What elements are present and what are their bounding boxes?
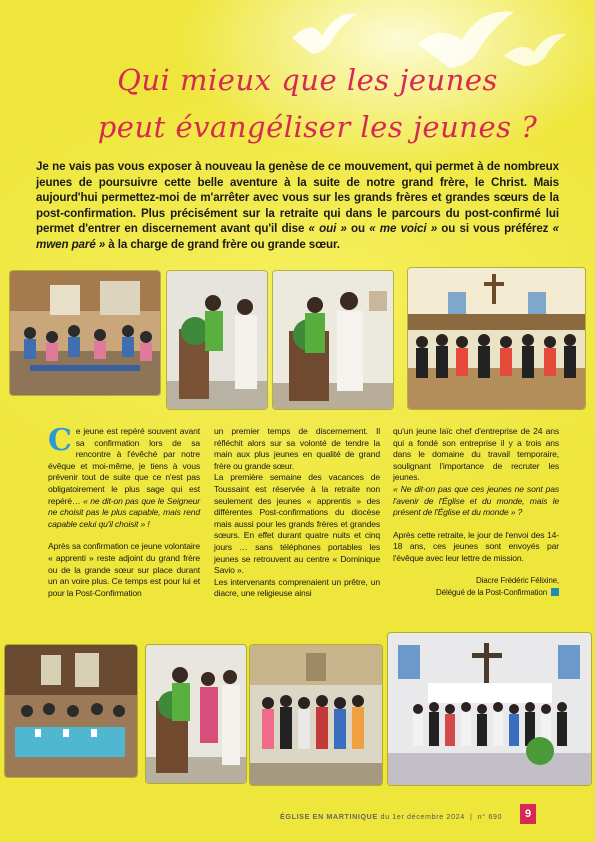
paragraph: un premier temps de discernement. Il réfléchit alors sur sa volonté de tendre la main aux plus jeunes en qualité de grand frère ou grande sœur.: [214, 426, 380, 471]
publication-name: ÉGLISE EN MARTINIQUE: [280, 812, 378, 821]
intro-quote-oui: « oui »: [308, 222, 347, 236]
dove-illustration: [282, 8, 362, 60]
article-title-line-1: Qui mieux que les jeunes: [117, 63, 498, 97]
intro-text: ou si vous préférez: [437, 222, 553, 236]
drop-cap: C: [48, 423, 72, 458]
article-column-3: [393, 426, 559, 599]
paragraph: La première semaine des vacances de Toussaint est réservée à la retraite non seulement des jeunes « apprentis » des différentes Post-confirmations du diocèse mais aussi pour les grands frères et grandes sœurs. En effet durant quatre nuits et cinq jours … sans téléphones portables les jeunes se retrouvent au centre « Dominique Savio ».: [214, 472, 380, 576]
quote-text: « ne dit-on pas que le Seigneur ne choisit pas le plus capable, mais rend capable celui qu'il choisit » !: [48, 495, 201, 529]
article-column-1: [48, 423, 201, 599]
photo-altar-scene: [146, 645, 246, 783]
page-footer: ÉGLISE EN MARTINIQUE du 1er décembre 2024 | n° 690: [280, 812, 503, 821]
photo-church-sanctuary: [388, 633, 591, 785]
paragraph: Après sa confirmation ce jeune volontaire « apprenti » reste adjoint du grand frère ou de la grande sœur sur place durant un an voire plus. Ce temps est pour lui et pour la Post-Confirmation: [48, 541, 200, 598]
paragraph-text: e jeune est repéré souvent avant sa confirmation lors de sa rencontre à l'évêché par notre évêque et moi-même, je tiens à vous prévenir tout de suite que ce n'est pas obligatoirement le plus sage qui est repéré…: [48, 426, 200, 506]
signature-name: Diacre Frédéric Félixine,: [476, 575, 559, 585]
issue-number: n° 690: [477, 812, 503, 821]
photo-table-gathering: [5, 645, 137, 777]
paragraph: [48, 423, 201, 530]
intro-quote-me-voici: « me voici »: [369, 222, 438, 236]
photo-altar-speaker: [167, 271, 267, 409]
intro-text: à la charge de grand frère ou grande sœur.: [105, 237, 340, 251]
signature-role: Délégué de la Post-Confirmation: [436, 587, 547, 597]
paragraph-text: qu'un jeune laïc chef d'entreprise de 24 ans qui a fondé son entreprise il y a trois ans dans le domaine du travail temporaire, soulignant l'importance de recruter les jeunes.: [393, 426, 559, 483]
page-number-badge: 9: [520, 804, 536, 824]
photo-church-group: [408, 268, 585, 409]
intro-text: ou: [346, 222, 370, 236]
photo-altar-reading: [273, 271, 393, 409]
paragraph: Après cette retraite, le jour de l'envoi des 14-18 ans, ces jeunes sont envoyés par l'évêque avec leur lettre de mission.: [393, 529, 559, 563]
intro-paragraph: [36, 159, 559, 253]
issue-date: du 1er décembre 2024: [380, 812, 465, 821]
intro-text: Je ne vais pas vous exposer à nouveau la genèse de ce mouvement, qui permet à de nombreux jeunes de poursuivre cette belle aventure à la suite de notre grand frère, le Christ. Mais aujourd'hui permettez-moi de m'arrêter avec vous sur les grands frères et grandes sœurs de la post-confirmation. Plus précisément sur la retraite qui dans le parcours du post-confirmé lui permet d'entrer en discernement avant qu'il dise: [36, 160, 559, 236]
signature-block: [393, 575, 559, 599]
paragraph: [393, 426, 559, 519]
quote-text: « Ne dit-on pas que ces jeunes ne sont pas l'avenir de l'Église et du monde, mais le présent de l'Église et du monde » ?: [393, 483, 559, 518]
paragraph: Les intervenants comprenaient un prêtre, un diacre, une religieuse ainsi: [214, 576, 380, 599]
photo-church-group-portrait: [250, 645, 382, 785]
photo-group-meeting: [10, 271, 160, 395]
end-mark-icon: [551, 588, 559, 596]
article-title-line-2: peut évangéliser les jeunes ?: [97, 110, 538, 144]
intro-quote-mwen-pare: « mwen paré »: [36, 222, 559, 251]
article-column-2: [214, 426, 380, 600]
